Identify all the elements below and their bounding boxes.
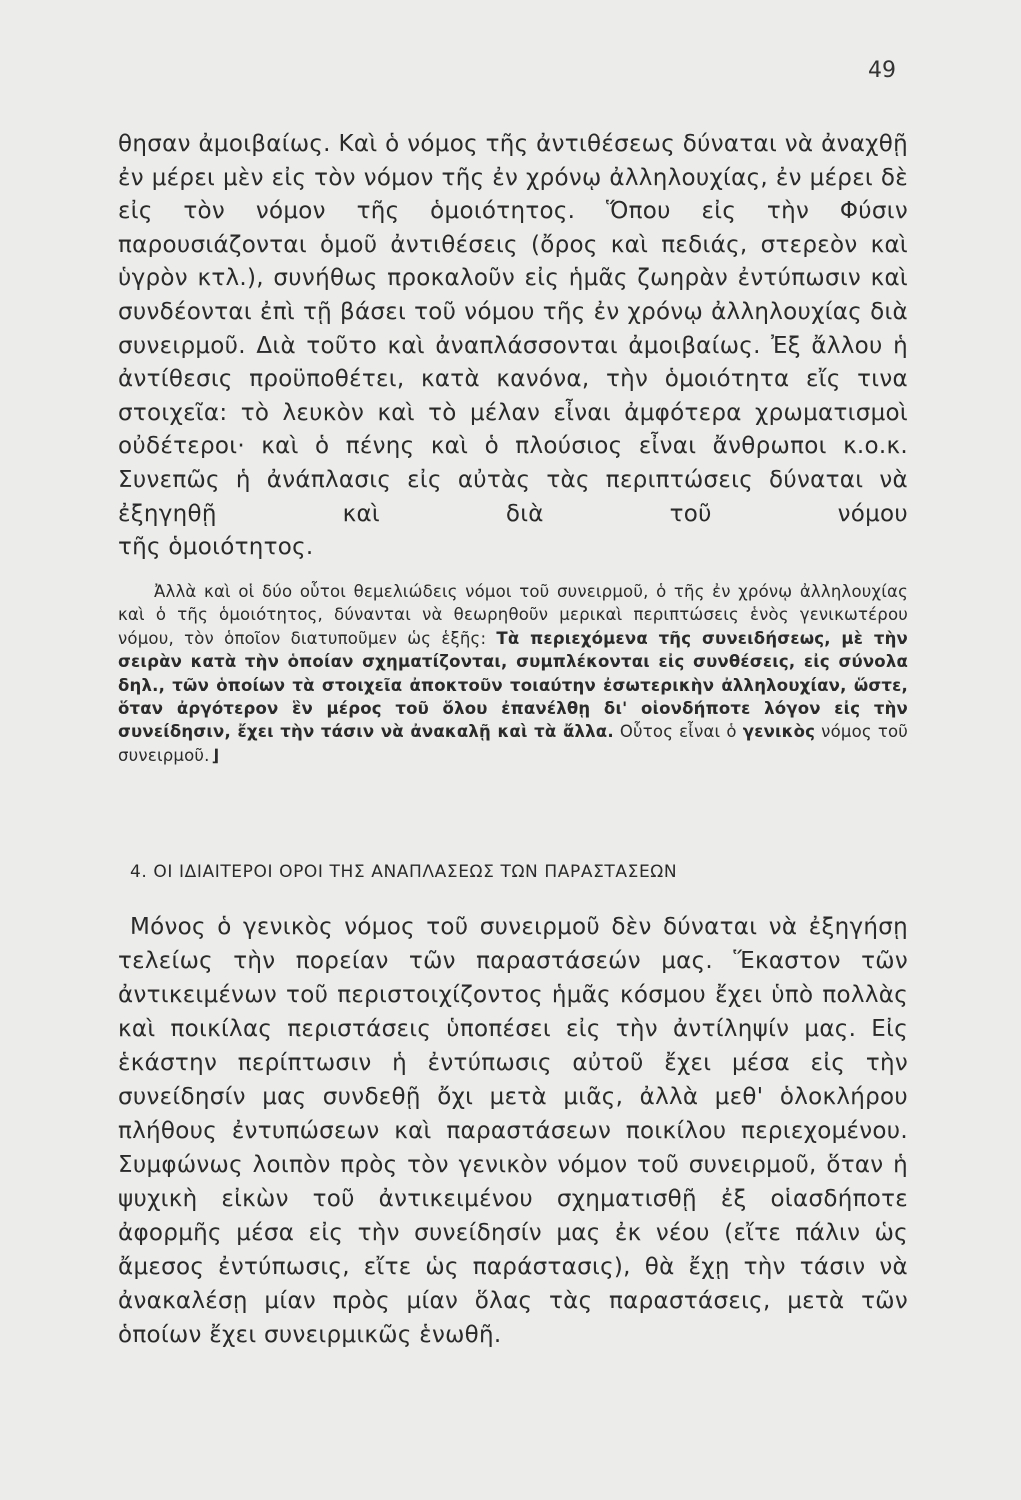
general-law-passage (118, 580, 908, 767)
passage-bold-law: Τὰ περιεχόμενα τῆς συνειδήσεως, μὲ τὴν σειρὰν κατὰ τὴν ὁποίαν σχηματίζονται, συμπλέκονται εἰς συνθέσεις, εἰς σύνολα δηλ., τῶν ὁποίων τὰ στοιχεῖα ἀποκτοῦν τοιαύτην ἐσωτερικὴν ἀλληλουχίαν, ὥστε, ὅταν ἀργότερον ἓν μέρος τοῦ ὅλου ἐπανέλθῃ δι' οἱονδήποτε λόγον εἰς τὴν συνείδησιν, ἔχει τὴν τάσιν νὰ ἀνακαλῇ καὶ τὰ ἄλλα. (118, 628, 908, 742)
paragraph-association-contrast (118, 128, 908, 565)
section-heading: 4. ΟΙ ΙΔΙΑΙΤΕΡΟΙ ΟΡΟΙ ΤΗΣ ΑΝΑΠΛΑΣΕΩΣ ΤΩΝ ΠΑΡΑΣΤΑΣΕΩΝ (130, 862, 678, 882)
paragraph-last-line: τῆς ὁμοιότητος. (118, 534, 314, 561)
paragraph-body: θησαν ἀμοιβαίως. Καὶ ὁ νόμος τῆς ἀντιθέσεως δύναται νὰ ἀναχθῇ ἐν μέρει μὲν εἰς τὸν νόμον τῆς ἐν χρόνῳ ἀλληλουχίας, ἐν μέρει δὲ εἰς τὸν νόμον τῆς ὁμοιότητος. Ὅπου εἰς τὴν Φύσιν παρουσιάζονται ὁμοῦ ἀντιθέσεις (ὄρος καὶ πεδιάς, στερεὸν καὶ ὑγρὸν κτλ.), συνήθως προκαλοῦν εἰς ἡμᾶς ζωηρὰν ἐντύπωσιν καὶ συνδέονται ἐπὶ τῇ βάσει τοῦ νόμου τῆς ἐν χρόνῳ ἀλληλουχίας διὰ συνειρμοῦ. Διὰ τοῦτο καὶ ἀναπλάσσονται ἀμοιβαίως. Ἐξ ἄλλου ἡ ἀντίθεσις προϋποθέτει, κατὰ κανόνα, τὴν ὁμοιότητα εἴς τινα στοιχεῖα: τὸ λευκὸν καὶ τὸ μέλαν εἶναι ἀμφότερα χρωματισμοὶ οὐδέτεροι· καὶ ὁ πένης καὶ ὁ πλούσιος εἶναι ἄνθρωποι κ.ο.κ. Συνεπῶς ἡ ἀνάπλασις εἰς αὐτὰς τὰς περιπτώσεις δύναται νὰ ἐξηγηθῇ καὶ διὰ τοῦ νόμου (118, 131, 908, 527)
paragraph-reproduction-conditions (118, 910, 908, 1352)
passage-closing: Οὗτος εἶναι ὁ (619, 722, 737, 742)
paragraph-body: Μόνος ὁ γενικὸς νόμος τοῦ συνειρμοῦ δὲν δύναται νὰ ἐξηγήσῃ τελείως τὴν πορείαν τῶν παραστάσεών μας. Ἕκαστον τῶν ἀντικειμένων τοῦ περιστοιχίζοντος ἡμᾶς κόσμου ἔχει ὑπὸ πολλὰς καὶ ποικίλας περιστάσεις ὑποπέσει εἰς τὴν ἀντίληψίν μας. Εἰς ἑκάστην περίπτωσιν ἡ ἐντύπωσις αὐτοῦ ἔχει μέσα εἰς τὴν συνείδησίν μας συνδεθῇ ὄχι μετὰ μιᾶς, ἀλλὰ μεθ' ὁλοκλήρου πλήθους ἐντυπώσεων καὶ παραστάσεων ποικίλου περιεχομένου. Συμφώνως λοιπὸν πρὸς τὸν γενικὸν νόμον τοῦ συνειρμοῦ, ὅταν ἡ ψυχικὴ εἰκὼν τοῦ ἀντικειμένου σχηματισθῇ ἐξ οἱασδήποτε ἀφορμῆς μέσα εἰς τὴν συνείδησίν μας ἐκ νέου (εἴτε πάλιν ὡς ἄμεσος ἐντύπωσις, εἴτε ὡς παράστασις), θὰ ἔχῃ τὴν τάσιν νὰ ἀνακαλέσῃ μίαν πρὸς μίαν ὅλας τὰς παραστάσεις, μετὰ τῶν ὁποίων ἔχει συνειρμικῶς ἑνωθῆ. (118, 914, 908, 1348)
passage-closing-bold: γενικὸς (742, 722, 816, 742)
page-number: 49 (868, 58, 896, 83)
passage-intro: Ἀλλὰ καὶ οἱ δύο οὗτοι θεμελιώδεις νόμοι τοῦ συνειρμοῦ, ὁ τῆς ἐν χρόνῳ ἀλληλουχίας καὶ ὁ τῆς ὁμοιότητος, δύνανται νὰ θεωρηθοῦν μερικαὶ περιπτώσεις ἑνὸς γενικωτέρου νόμου, τὸν ὁποῖον διατυποῦμεν ὡς ἑξῆς: (118, 582, 908, 648)
passage-closing-end: νόμος τοῦ συνειρμοῦ. (118, 722, 908, 765)
bracket-mark-icon: ⌋ (211, 745, 220, 765)
